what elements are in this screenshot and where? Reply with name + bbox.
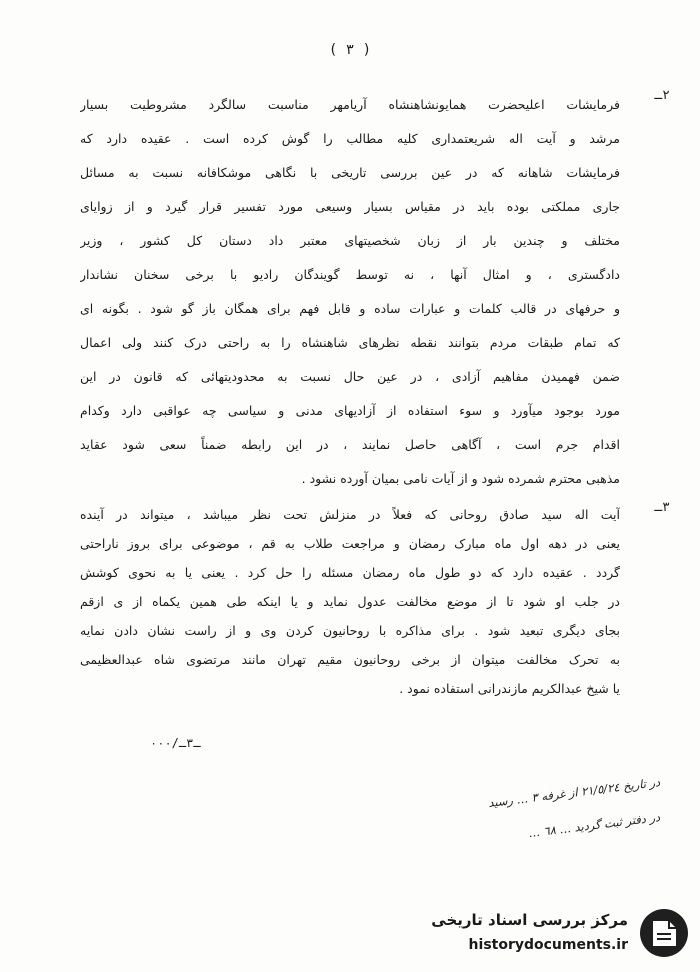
text-line: مرشد و آیت اله شریعتمداری کلیه مطالب را گوش کرده است . عقیده دارد که [80, 131, 620, 146]
section-number: ٣ـ [654, 500, 670, 515]
section-2 [80, 88, 670, 496]
text-line: بجای دیگری تبعید شود . برای مذاکره با روحانیون کردن وی و از راست نشان دادن نمایه [80, 623, 620, 638]
text-line: ضمن فهمیدن مفاهیم آزادی ، در عین حال نسبت به محدودیتهائی که قانون در این [80, 369, 620, 384]
archive-url: historydocuments.ir [468, 937, 628, 953]
text-line: به تحرک مخالفت میتوان از برخی روحانیون مقیم تهران مانند مرتضوی شاه عبدالعظیمی [80, 652, 620, 667]
text-line: مورد بوجود میآورد و سوء استفاده از آزادیهای مدنی و سیاسی چه عواقبی دارد وکدام [80, 403, 620, 418]
section-number: ٢ـ [654, 88, 670, 103]
handwritten-registry-line: در دفتر ثبت گردید … ٦٨ … [527, 810, 661, 841]
text-line: فرمایشات شاهانه که در عین بررسی تاریخی با نگاهی موشکافانه نسبت به مسائل [80, 165, 620, 180]
text-line: مختلف و چندین بار از زبان شخصیتهای معتبر داد دستان کل کشور ، وزیر [80, 233, 620, 248]
text-line: فرمایشات اعلیحضرت همایونشاهنشاه آریامهر مناسبت سالگرد مشروطیت بسیار [80, 97, 620, 112]
page-number: ( ٣ ) [328, 42, 372, 58]
text-line: آیت اله سید صادق روحانی که فعلاً در منزلش تحت نظر میباشد ، میتواند در آینده [80, 507, 620, 522]
handwritten-receipt-line: در تاریخ ٢١/٥/٢٤ از غرفه ٣ … رسید [487, 775, 661, 811]
section-3 [80, 500, 670, 703]
archive-title: مرکز بررسی اسناد تاریخی [431, 911, 628, 929]
text-line: گردد . عقیده دارد که دو طول ماه رمضان مسئله را حل کرد . یعنی یا به نحوی کوشش [80, 565, 620, 580]
text-line: اقدام جرم است ، آگاهی حاصل نمایند ، در این رابطه ضمناً سعی شود عقاید [80, 437, 620, 452]
archive-logo [410, 905, 690, 965]
text-line: یعنی در دهه اول ماه مبارک رمضان و مراجعت طلاب به قم ، موضوعی برای بروز ناراحتی [80, 536, 620, 551]
text-line: مذهبی محترم شمرده شود و از آیات نامی بمیان آورده نشود . [301, 471, 620, 486]
text-line: و حرفهای در قالب کلمات و عبارات ساده و قابل فهم برای همگان باز گو شود . بگونه ای [80, 301, 620, 316]
text-line: که تمام طبقات مردم بتوانند نقطه نظرهای شاهنشاه را به راحتی درک کنند ولی اعمال [80, 335, 620, 350]
text-line: در جلب او شود تا از موضع مخالفت عدول نماید و یا اینکه طی همین یکماه از ی ازقم [80, 594, 620, 609]
text-line: یا شیخ عبدالکریم مازندرانی استفاده نمود . [399, 681, 620, 696]
text-line: جاری مملکتی بوده باید در مقیاس بسیار وسیعی مورد تفسیر قرار گیرد و از زوایای [80, 199, 620, 214]
reference-number: ۰۰۰/ـ٣ـ [150, 736, 201, 750]
document-archive-icon [638, 907, 690, 959]
text-line: دادگستری ، و امثال آنها ، نه توسط گویندگان رادیو با برخی سخنان نشاندار [80, 267, 620, 282]
